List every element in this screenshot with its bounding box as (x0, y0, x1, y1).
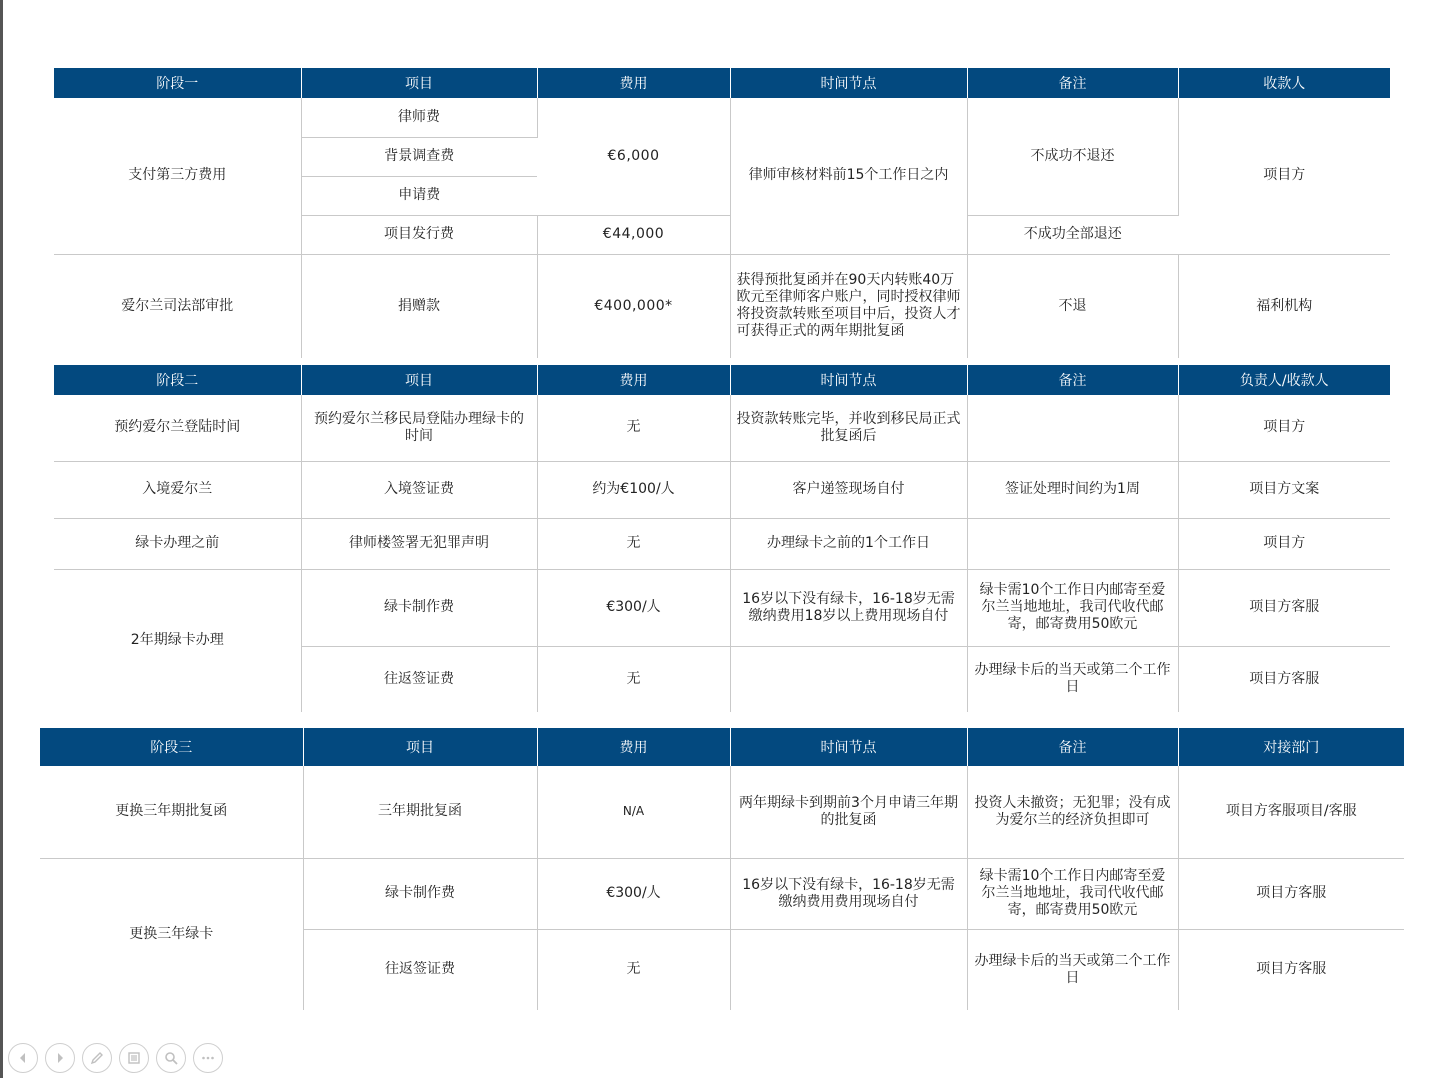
next-icon[interactable] (45, 1043, 75, 1073)
header-item: 项目 (303, 728, 537, 766)
note-cell: 不成功全部退还 (967, 215, 1178, 254)
header-time: 时间节点 (730, 728, 967, 766)
payee-cell: 项目方客服 (1178, 569, 1390, 646)
time-cell: 律师审核材料前15个工作日之内 (730, 98, 967, 254)
item-cell: 律师费 (301, 98, 537, 137)
fee-cell: €400,000* (537, 254, 730, 358)
fee-cell: €300/人 (537, 569, 730, 646)
dept-cell: 项目方客服 (1256, 961, 1327, 978)
item-cell: 入境签证费 (301, 461, 537, 518)
table-row (40, 858, 1404, 929)
header-note: 备注 (967, 728, 1178, 766)
fee-cell: €6,000 (537, 98, 730, 215)
payee-cell: 福利机构 (1256, 297, 1313, 314)
note-cell: 不成功不退还 (967, 98, 1178, 215)
fee-cell: 无 (537, 929, 730, 1010)
note-cell: 绿卡需10个工作日内邮寄至爱尔兰当地地址，我司代收代邮寄，邮寄费用50欧元 (967, 569, 1178, 646)
header-item: 项目 (301, 68, 537, 98)
table-row (54, 98, 1390, 137)
slideshow-toolbar (8, 1043, 223, 1073)
stage-cell: 绿卡办理之前 (54, 518, 301, 569)
header-item: 项目 (301, 365, 537, 395)
time-cell: 投资款转账完毕，并收到移民局正式批复函后 (730, 395, 967, 461)
note-cell: 投资人未撤资；无犯罪；没有成为爱尔兰的经济负担即可 (967, 766, 1178, 858)
pen-icon[interactable] (82, 1043, 112, 1073)
stage-cell: 2年期绿卡办理 (54, 569, 301, 712)
item-cell: 往返签证费 (301, 646, 537, 712)
time-cell: 16岁以下没有绿卡，16-18岁无需缴纳费用费用现场自付 (730, 858, 967, 929)
stage-cell: 更换三年期批复函 (40, 766, 303, 858)
dept-cell: 项目方客服 (1178, 858, 1404, 929)
item-cell: 申请费 (301, 176, 537, 215)
header-stage: 阶段三 (40, 728, 303, 766)
payee-cell: 项目方客服 (1249, 670, 1320, 687)
prev-icon[interactable] (8, 1043, 38, 1073)
header-fee: 费用 (537, 68, 730, 98)
item-cell: 背景调查费 (301, 137, 537, 176)
table-row (54, 461, 1390, 518)
stage2-table (54, 365, 1390, 712)
table-row (54, 395, 1390, 461)
table-row (54, 518, 1390, 569)
fee-cell: 无 (537, 395, 730, 461)
time-cell: 获得预批复函并在90天内转账40万欧元至律师客户账户，同时授权律师将投资款转账至项目中后，投资人才可获得正式的两年期批复函 (730, 254, 967, 358)
slides-icon[interactable] (119, 1043, 149, 1073)
stage-cell: 入境爱尔兰 (54, 461, 301, 518)
header-time: 时间节点 (730, 68, 967, 98)
note-cell: 绿卡需10个工作日内邮寄至爱尔兰当地地址，我司代收代邮寄，邮寄费用50欧元 (967, 858, 1178, 929)
header-fee: 费用 (537, 365, 730, 395)
table-row (54, 569, 1390, 646)
payee-cell: 项目方文案 (1178, 461, 1390, 518)
time-cell (730, 646, 967, 712)
item-cell: 捐赠款 (301, 254, 537, 358)
zoom-icon[interactable] (156, 1043, 186, 1073)
header-note: 备注 (967, 365, 1178, 395)
stage-cell: 预约爱尔兰登陆时间 (54, 395, 301, 461)
payee-cell: 项目方 (1178, 98, 1390, 254)
fee-cell: 无 (537, 646, 730, 712)
fee-cell: €44,000 (537, 215, 730, 254)
time-cell (730, 929, 967, 1010)
header-note: 备注 (967, 68, 1178, 98)
item-cell: 绿卡制作费 (303, 858, 537, 929)
more-icon[interactable] (193, 1043, 223, 1073)
table-row (54, 254, 1390, 358)
item-cell: 绿卡制作费 (301, 569, 537, 646)
item-cell: 预约爱尔兰移民局登陆办理绿卡的时间 (301, 395, 537, 461)
item-cell: 律师楼签署无犯罪声明 (301, 518, 537, 569)
stage3-header-row (40, 728, 1404, 766)
note-cell: 办理绿卡后的当天或第二个工作日 (967, 929, 1178, 1010)
stage2-header-row (54, 365, 1390, 395)
header-stage: 阶段一 (54, 68, 301, 98)
time-cell: 办理绿卡之前的1个工作日 (730, 518, 967, 569)
note-cell: 签证处理时间约为1周 (967, 461, 1178, 518)
header-stage: 阶段二 (54, 365, 301, 395)
note-cell (967, 395, 1178, 461)
stage-cell: 爱尔兰司法部审批 (54, 254, 301, 358)
header-dept: 对接部门 (1178, 728, 1404, 766)
stage-cell: 支付第三方费用 (54, 98, 301, 254)
time-cell: 16岁以下没有绿卡，16-18岁无需缴纳费用18岁以上费用现场自付 (730, 569, 967, 646)
note-cell (967, 518, 1178, 569)
note-cell: 办理绿卡后的当天或第二个工作日 (967, 646, 1178, 712)
fee-cell: €300/人 (537, 858, 730, 929)
time-cell: 客户递签现场自付 (730, 461, 967, 518)
note-cell: 不退 (967, 254, 1178, 358)
fee-cell: N/A (537, 766, 730, 858)
item-cell: 项目发行费 (301, 215, 537, 254)
table-row (40, 766, 1404, 858)
window-edge (0, 0, 3, 1078)
stage1-header-row (54, 68, 1390, 98)
fee-cell: 无 (537, 518, 730, 569)
item-cell: 往返签证费 (303, 929, 537, 1010)
header-payee: 负责人/收款人 (1178, 365, 1390, 395)
item-cell: 三年期批复函 (303, 766, 537, 858)
header-payee: 收款人 (1178, 68, 1390, 98)
dept-cell: 项目方客服项目/客服 (1178, 766, 1404, 858)
stage3-table (40, 728, 1404, 1010)
header-fee: 费用 (537, 728, 730, 766)
stage1-table (54, 68, 1390, 358)
time-cell: 两年期绿卡到期前3个月申请三年期的批复函 (730, 766, 967, 858)
fee-cell: 约为€100/人 (537, 461, 730, 518)
payee-cell: 项目方 (1178, 518, 1390, 569)
stage-cell: 更换三年绿卡 (40, 858, 303, 1010)
header-time: 时间节点 (730, 365, 967, 395)
payee-cell: 项目方 (1178, 395, 1390, 461)
